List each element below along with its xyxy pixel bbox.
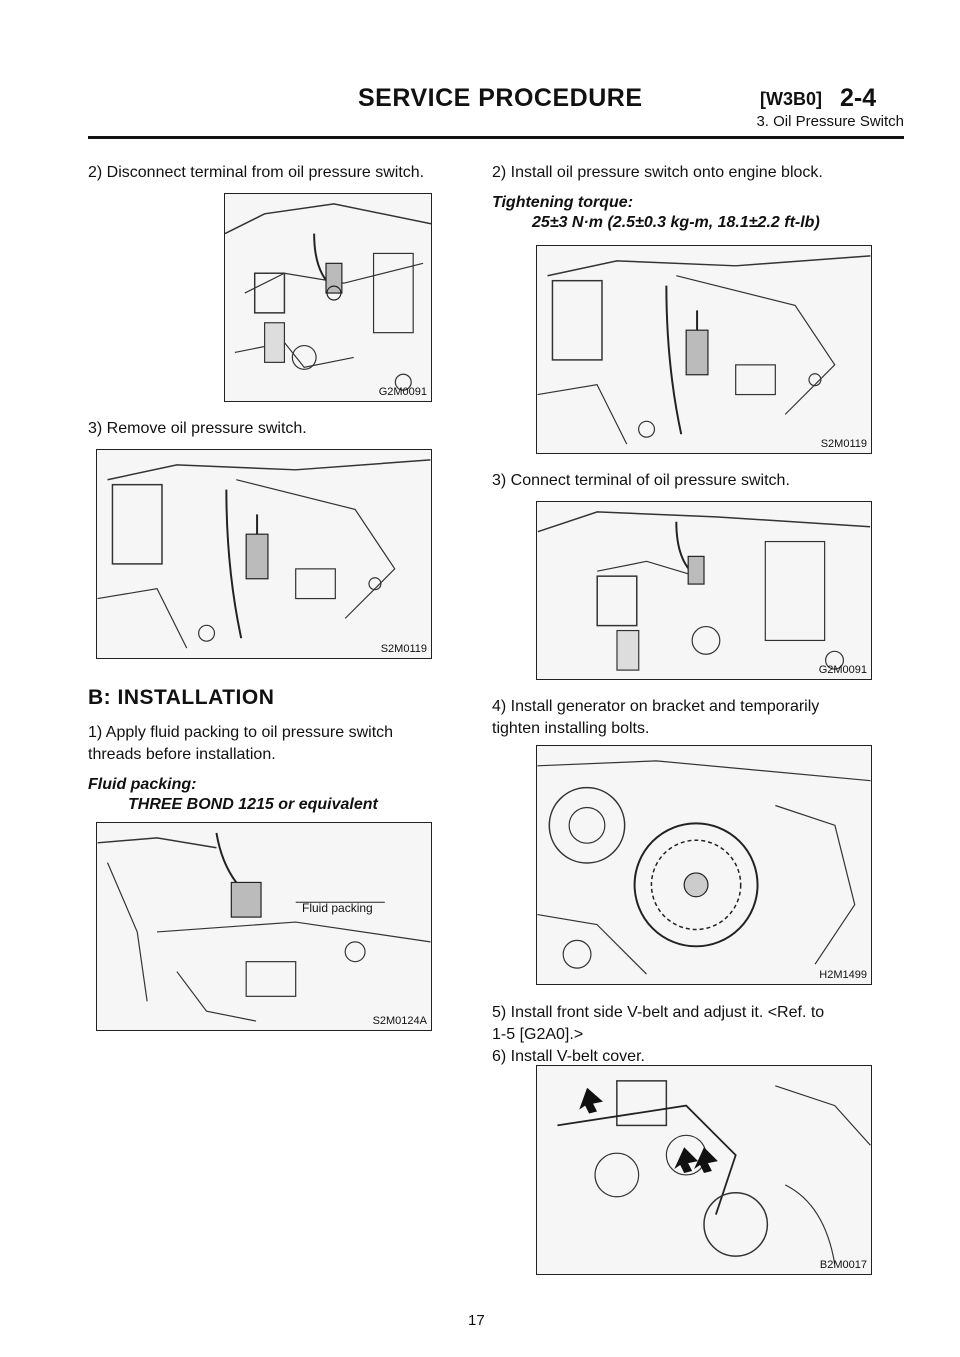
install-step-5-line-1: 5) Install front side V-belt and adjust it. <Ref. to	[492, 1004, 825, 1021]
figure-caption: B2M0017	[819, 1259, 867, 1271]
install-step-3: 3) Connect terminal of oil pressure switch.	[492, 472, 790, 489]
step-3-remove: 3) Remove oil pressure switch.	[88, 420, 307, 437]
figure-caption: G2M0091	[818, 664, 867, 676]
install-step-4-line-2: tighten installing bolts.	[492, 720, 650, 737]
tightening-torque-label: Tightening torque:	[492, 194, 634, 211]
engine-illustration-2	[97, 450, 431, 658]
install-step-1-line-1: 1) Apply fluid packing to oil pressure switch	[88, 724, 394, 741]
install-step-5-line-2: 1-5 [G2A0].>	[492, 1026, 584, 1043]
engine-illustration-4	[537, 246, 871, 453]
installation-heading: B: INSTALLATION	[88, 686, 275, 709]
figure-caption: G2M0091	[378, 386, 427, 398]
figure-caption: H2M1499	[819, 969, 867, 981]
header-rule	[88, 136, 904, 139]
section-number: 2-4	[840, 84, 877, 112]
tightening-torque-value: 25±3 N·m (2.5±0.3 kg-m, 18.1±2.2 ft-lb)	[532, 214, 820, 231]
figure-b2m0017-vbelt-cover	[536, 1065, 872, 1275]
section-code: [W3B0]	[760, 89, 822, 109]
fluid-packing-label: Fluid packing:	[88, 776, 197, 793]
install-step-2: 2) Install oil pressure switch onto engine block.	[492, 164, 823, 181]
figure-caption: S2M0119	[380, 643, 427, 655]
figure-caption: S2M0119	[820, 438, 867, 450]
figure-s2m0124a-fluid-packing	[96, 822, 432, 1031]
engine-illustration-1	[225, 194, 431, 401]
figure-g2m0091-connect	[536, 501, 872, 680]
figure-caption: S2M0124A	[372, 1015, 427, 1027]
step-2-disconnect: 2) Disconnect terminal from oil pressure switch.	[88, 164, 425, 181]
figure-g2m0091-disconnect	[224, 193, 432, 402]
figure-s2m0119-install	[536, 245, 872, 454]
section-subtitle: 3. Oil Pressure Switch	[756, 113, 904, 130]
engine-illustration-5	[537, 502, 871, 679]
install-step-6: 6) Install V-belt cover.	[492, 1048, 645, 1065]
install-step-1-line-2: threads before installation.	[88, 746, 276, 763]
figure-s2m0119-remove	[96, 449, 432, 659]
section-title: SERVICE PROCEDURE	[358, 84, 643, 112]
install-step-4-line-1: 4) Install generator on bracket and temporarily	[492, 698, 820, 715]
fluid-packing-value: THREE BOND 1215 or equivalent	[128, 796, 378, 813]
vbelt-cover-illustration	[537, 1066, 871, 1274]
figure-h2m1499-generator	[536, 745, 872, 985]
engine-illustration-3	[97, 823, 431, 1030]
fluid-packing-callout: Fluid packing	[302, 901, 373, 915]
generator-illustration	[537, 746, 871, 984]
page-number: 17	[468, 1312, 485, 1329]
